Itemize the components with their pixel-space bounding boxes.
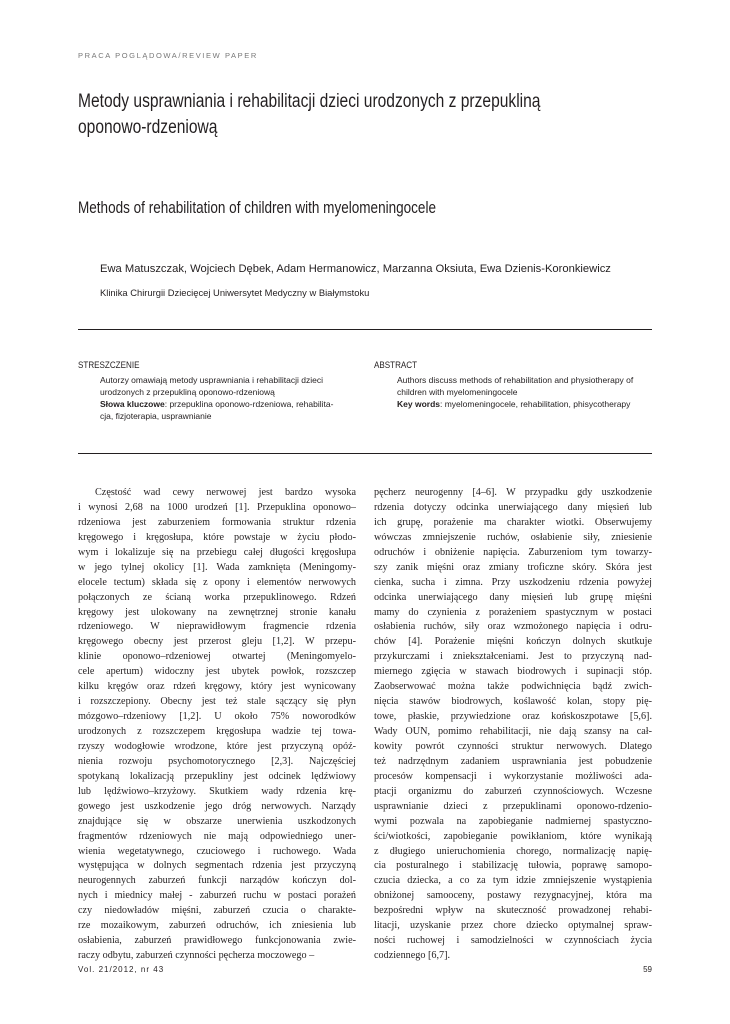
body-text-line: rdzenia dotyczy odcinka unerwiającego dany mięsień lub bbox=[374, 501, 652, 513]
body-text-line: kręgowego obecny jest przerost gleju [1,2]. W przepu- bbox=[78, 636, 356, 648]
keywords-label: Key words bbox=[397, 399, 440, 409]
body-text-line: pęcherz neurogenny [4–6]. W przypadku gdy uszkodzenie bbox=[374, 487, 652, 498]
body-text-line: klinie oponowo–rdzeniowej otwartej (Meningomyelo- bbox=[78, 651, 356, 663]
abstract-heading: ABSTRACT bbox=[374, 360, 418, 371]
body-text-line: kręgowy jest ulokowany na zewnętrznej stronie kanału bbox=[78, 606, 356, 618]
abstract-line: children with myelomeningocele bbox=[397, 387, 518, 397]
body-text-line: ści/wiotkości, zapobieganie powikłaniom, które wynikają bbox=[374, 830, 652, 842]
body-text-line: czucia dziecka, a co za tym idzie zmniejszenie wystąpienia bbox=[374, 875, 652, 887]
title-polish-line: Metody usprawniania i rehabilitacji dzieci urodzonych z przepukliną bbox=[78, 91, 541, 112]
body-text-line: ich grupę, porażenie ma charakter wiotki. Obserwujemy bbox=[374, 516, 652, 528]
body-text-line: chów [4]. Porażenie mięśni kończyn dolnych skutkuje bbox=[374, 636, 652, 648]
title-english: Methods of rehabilitation of children with myelomeningocele bbox=[78, 199, 436, 217]
body-text-line: cienka, sucha i zimna. Przy uszkodzeniu rdzenia powyżej bbox=[374, 576, 652, 588]
affiliation: Klinika Chirurgii Dziecięcej Uniwersytet Medyczny w Białymstoku bbox=[100, 287, 370, 298]
streszczenie-body bbox=[100, 374, 333, 422]
body-text-line: połączonych ze ścianą worka przepuklinowego. Rdzeń bbox=[78, 591, 356, 603]
streszczenie-line: Autorzy omawiają metody usprawniania i rehabilitacji dzieci bbox=[100, 375, 323, 385]
streszczenie-keywords-cont: cja, fizjoterapia, usprawnianie bbox=[100, 411, 212, 421]
body-text-line: Częstość wad cewy nerwowej jest bardzo wysoka bbox=[95, 487, 356, 498]
body-text-line: ności ruchowej i samodzielności w czynnościach życia bbox=[374, 935, 652, 947]
body-text-line: nięcia stawów biodrowych, koślawość kolan, stopy pię- bbox=[374, 696, 652, 708]
journal-volume: Vol. 21/2012, nr 43 bbox=[78, 965, 165, 974]
body-text-line: wymi pozwala na zapobieganie nadmiernej spastyczno- bbox=[374, 815, 652, 827]
body-column-right bbox=[374, 486, 652, 964]
body-text-line: fragmentów rdzeniowych nie mają odpowiedniego uner- bbox=[78, 830, 356, 842]
keywords-text: : przepuklina oponowo-rdzeniowa, rehabilita- bbox=[164, 399, 334, 409]
body-text-line: odruchów i obniżenie napięcia. Zaburzeniom tym towarzy- bbox=[374, 546, 652, 558]
body-text-line: obniżonej samooceny, postawy rezygnacyjnej, która ma bbox=[374, 890, 652, 902]
body-text-line: czy niedowładów mięśni, zaburzeń czucia o charakte- bbox=[78, 905, 356, 917]
body-text-line: nienia rozwoju psychomotorycznego [2,3]. Najczęściej bbox=[78, 755, 356, 767]
body-text-line: nych i miednicy małej - zaburzeń ruchu w postaci porażeń bbox=[78, 890, 356, 902]
body-text-line: gowego jest uszkodzenie jego dróg nerwowych. Narządy bbox=[78, 800, 356, 812]
divider-top bbox=[78, 329, 652, 330]
title-polish-line: oponowo-rdzeniową bbox=[78, 117, 218, 138]
body-text-line: lub lędźwiowo–krzyżowy. Skutkiem wady rdzenia krę- bbox=[78, 785, 356, 797]
body-text-line: urodzonych z rozszczepem kręgosłupa wadzie tej towa- bbox=[78, 726, 356, 737]
body-text-line: wówczas zmniejszenie ruchów, osłabienie siły, zniesienie bbox=[374, 531, 652, 543]
body-text-line: Zaobserwować można także podwichnięcia bądź zwich- bbox=[374, 681, 652, 693]
keywords-label: Słowa kluczowe bbox=[100, 399, 165, 409]
title-polish bbox=[78, 89, 541, 141]
abstract-line: Authors discuss methods of rehabilitation and physiotherapy of bbox=[397, 375, 634, 385]
body-text-line: raczy odbytu, zaburzeń czynności pęcherza moczowego – bbox=[78, 950, 315, 962]
body-text-line: kręgowego i kręgosłupa, które powstaje w życiu płodo- bbox=[78, 531, 356, 543]
body-text-line: rdzeniowa jest zaburzeniem formowania struktur rdzenia bbox=[78, 516, 356, 528]
body-column-left bbox=[78, 486, 356, 964]
body-text-line: osłabienia ruchów, siły oraz wzmożonego napięcia i odru- bbox=[374, 621, 652, 633]
body-text-line: ptacji organizmu do zaburzeń czynnościowych. Wczesne bbox=[374, 785, 652, 797]
body-text-line: wienia wegetatywnego, czuciowego i ruchowego. Wada bbox=[78, 845, 356, 857]
body-text-line: codziennego [6,7]. bbox=[374, 950, 451, 962]
body-text-line: mózgowo–rdzeniowy [1,2]. U około 75% noworodków bbox=[78, 711, 356, 723]
body-text-line: rzyszy wodogłowie wrodzone, które jest przyczyną opóź- bbox=[78, 740, 356, 752]
body-text-line: procesów kompensacji i wykorzystanie możliwości ada- bbox=[374, 770, 652, 782]
author-list: Ewa Matuszczak, Wojciech Dębek, Adam Hermanowicz, Marzanna Oksiuta, Ewa Dzienis-Koronkiewicz bbox=[100, 263, 611, 275]
body-text-line: cele apertum) widoczny jest ubytek powłok, rozszczep bbox=[78, 666, 356, 678]
body-text-line: z długiego unieruchomienia chorego, normalizację napię- bbox=[374, 845, 652, 857]
body-text-line: kilku kręgów oraz rdzeń kręgowy, który jest wynicowany bbox=[78, 681, 356, 693]
body-text-line: Wady OUN, pomimo rehabilitacji, nie dają szansy na cał- bbox=[374, 726, 652, 737]
body-text-line: i wynosi 2,68 na 1000 urodzeń [1]. Przepuklina oponowo– bbox=[78, 501, 356, 513]
divider-bottom bbox=[78, 453, 652, 454]
body-text-line: cia posturalnego i stabilizację tułowia, poprawę samopo- bbox=[374, 860, 652, 872]
body-text-line: przykurczami i zniekształceniami. Jest to przyczyną nad- bbox=[374, 651, 652, 663]
body-text-line: też nadrzędnym zadaniem usprawniania jest pobudzenie bbox=[374, 755, 652, 767]
body-text-line: elocele tectum) składa się z opony i elementów nerwowych bbox=[78, 576, 356, 588]
body-text-line: znajdujące się w obszarze unerwienia uszkodzonych bbox=[78, 815, 356, 827]
body-text-line: usprawnianie dzieci z przepuklinami oponowo-rdzenio- bbox=[374, 800, 652, 812]
body-text-line: wym i lokalizuje się na przebiegu całej długości kręgosłupa bbox=[78, 546, 356, 558]
body-text-line: mamy do czynienia z porażeniem spastycznym w postaci bbox=[374, 606, 652, 618]
body-text-line: szy zanik mięśni oraz zmiany troficzne skóry. Skóra jest bbox=[374, 561, 652, 573]
body-text-line: neurogennych zaburzeń funkcji narządów kończyn dol- bbox=[78, 875, 356, 887]
body-text-line: litacji, uzyskanie przez chore dziecko optymalnej spraw- bbox=[374, 920, 652, 932]
streszczenie-heading: STRESZCZENIE bbox=[78, 360, 140, 371]
abstract-body bbox=[397, 374, 633, 410]
body-text-line: kowity powrót czynności struktur nerwowych. Dlatego bbox=[374, 740, 652, 752]
body-text-line: w jego tylnej okolicy [1]. Wada zamknięta (Meningomy- bbox=[78, 561, 356, 573]
body-text-line: rdzeniowego. W nieprawidłowym fragmencie rdzenia bbox=[78, 621, 356, 633]
abstract-keywords bbox=[397, 398, 633, 410]
body-text-line: bezpośredni wpływ na skuteczność prowadzonej rehabi- bbox=[374, 905, 652, 917]
body-text-line: osłabienia, zaburzeń prawidłowego funkcjonowania zwie- bbox=[78, 935, 356, 947]
body-text-line: miernego zgięcia w stawach biodrowych i supinacji stóp. bbox=[374, 666, 652, 678]
streszczenie-line: urodzonych z przepukliną oponowo-rdzeniową bbox=[100, 387, 275, 397]
body-text-line: towe, płaskie, przywiedzione oraz końskoszpotawe [5,6]. bbox=[374, 711, 652, 723]
section-tag: PRACA POGLĄDOWA/REVIEW PAPER bbox=[78, 51, 258, 60]
body-text-line: występująca w dolnych segmentach rdzenia jest przyczyną bbox=[78, 860, 356, 872]
body-text-line: i rozszczepiony. Obecny jest też stale sączący się płyn bbox=[78, 696, 356, 708]
keywords-text: : myelomeningocele, rehabilitation, phisycotherapy bbox=[440, 399, 631, 409]
streszczenie-keywords bbox=[100, 398, 333, 410]
body-text-line: rze mozaikowym, zaburzeń odruchów, ich zniesienia lub bbox=[78, 920, 356, 932]
page-number: 59 bbox=[643, 965, 652, 974]
body-text-line: odcinka unerwiającego dany mięsień lub grupę mięśni bbox=[374, 591, 652, 603]
body-text-line: spotykaną lokalizacją przepukliny jest odcinek lędźwiowy bbox=[78, 770, 356, 782]
